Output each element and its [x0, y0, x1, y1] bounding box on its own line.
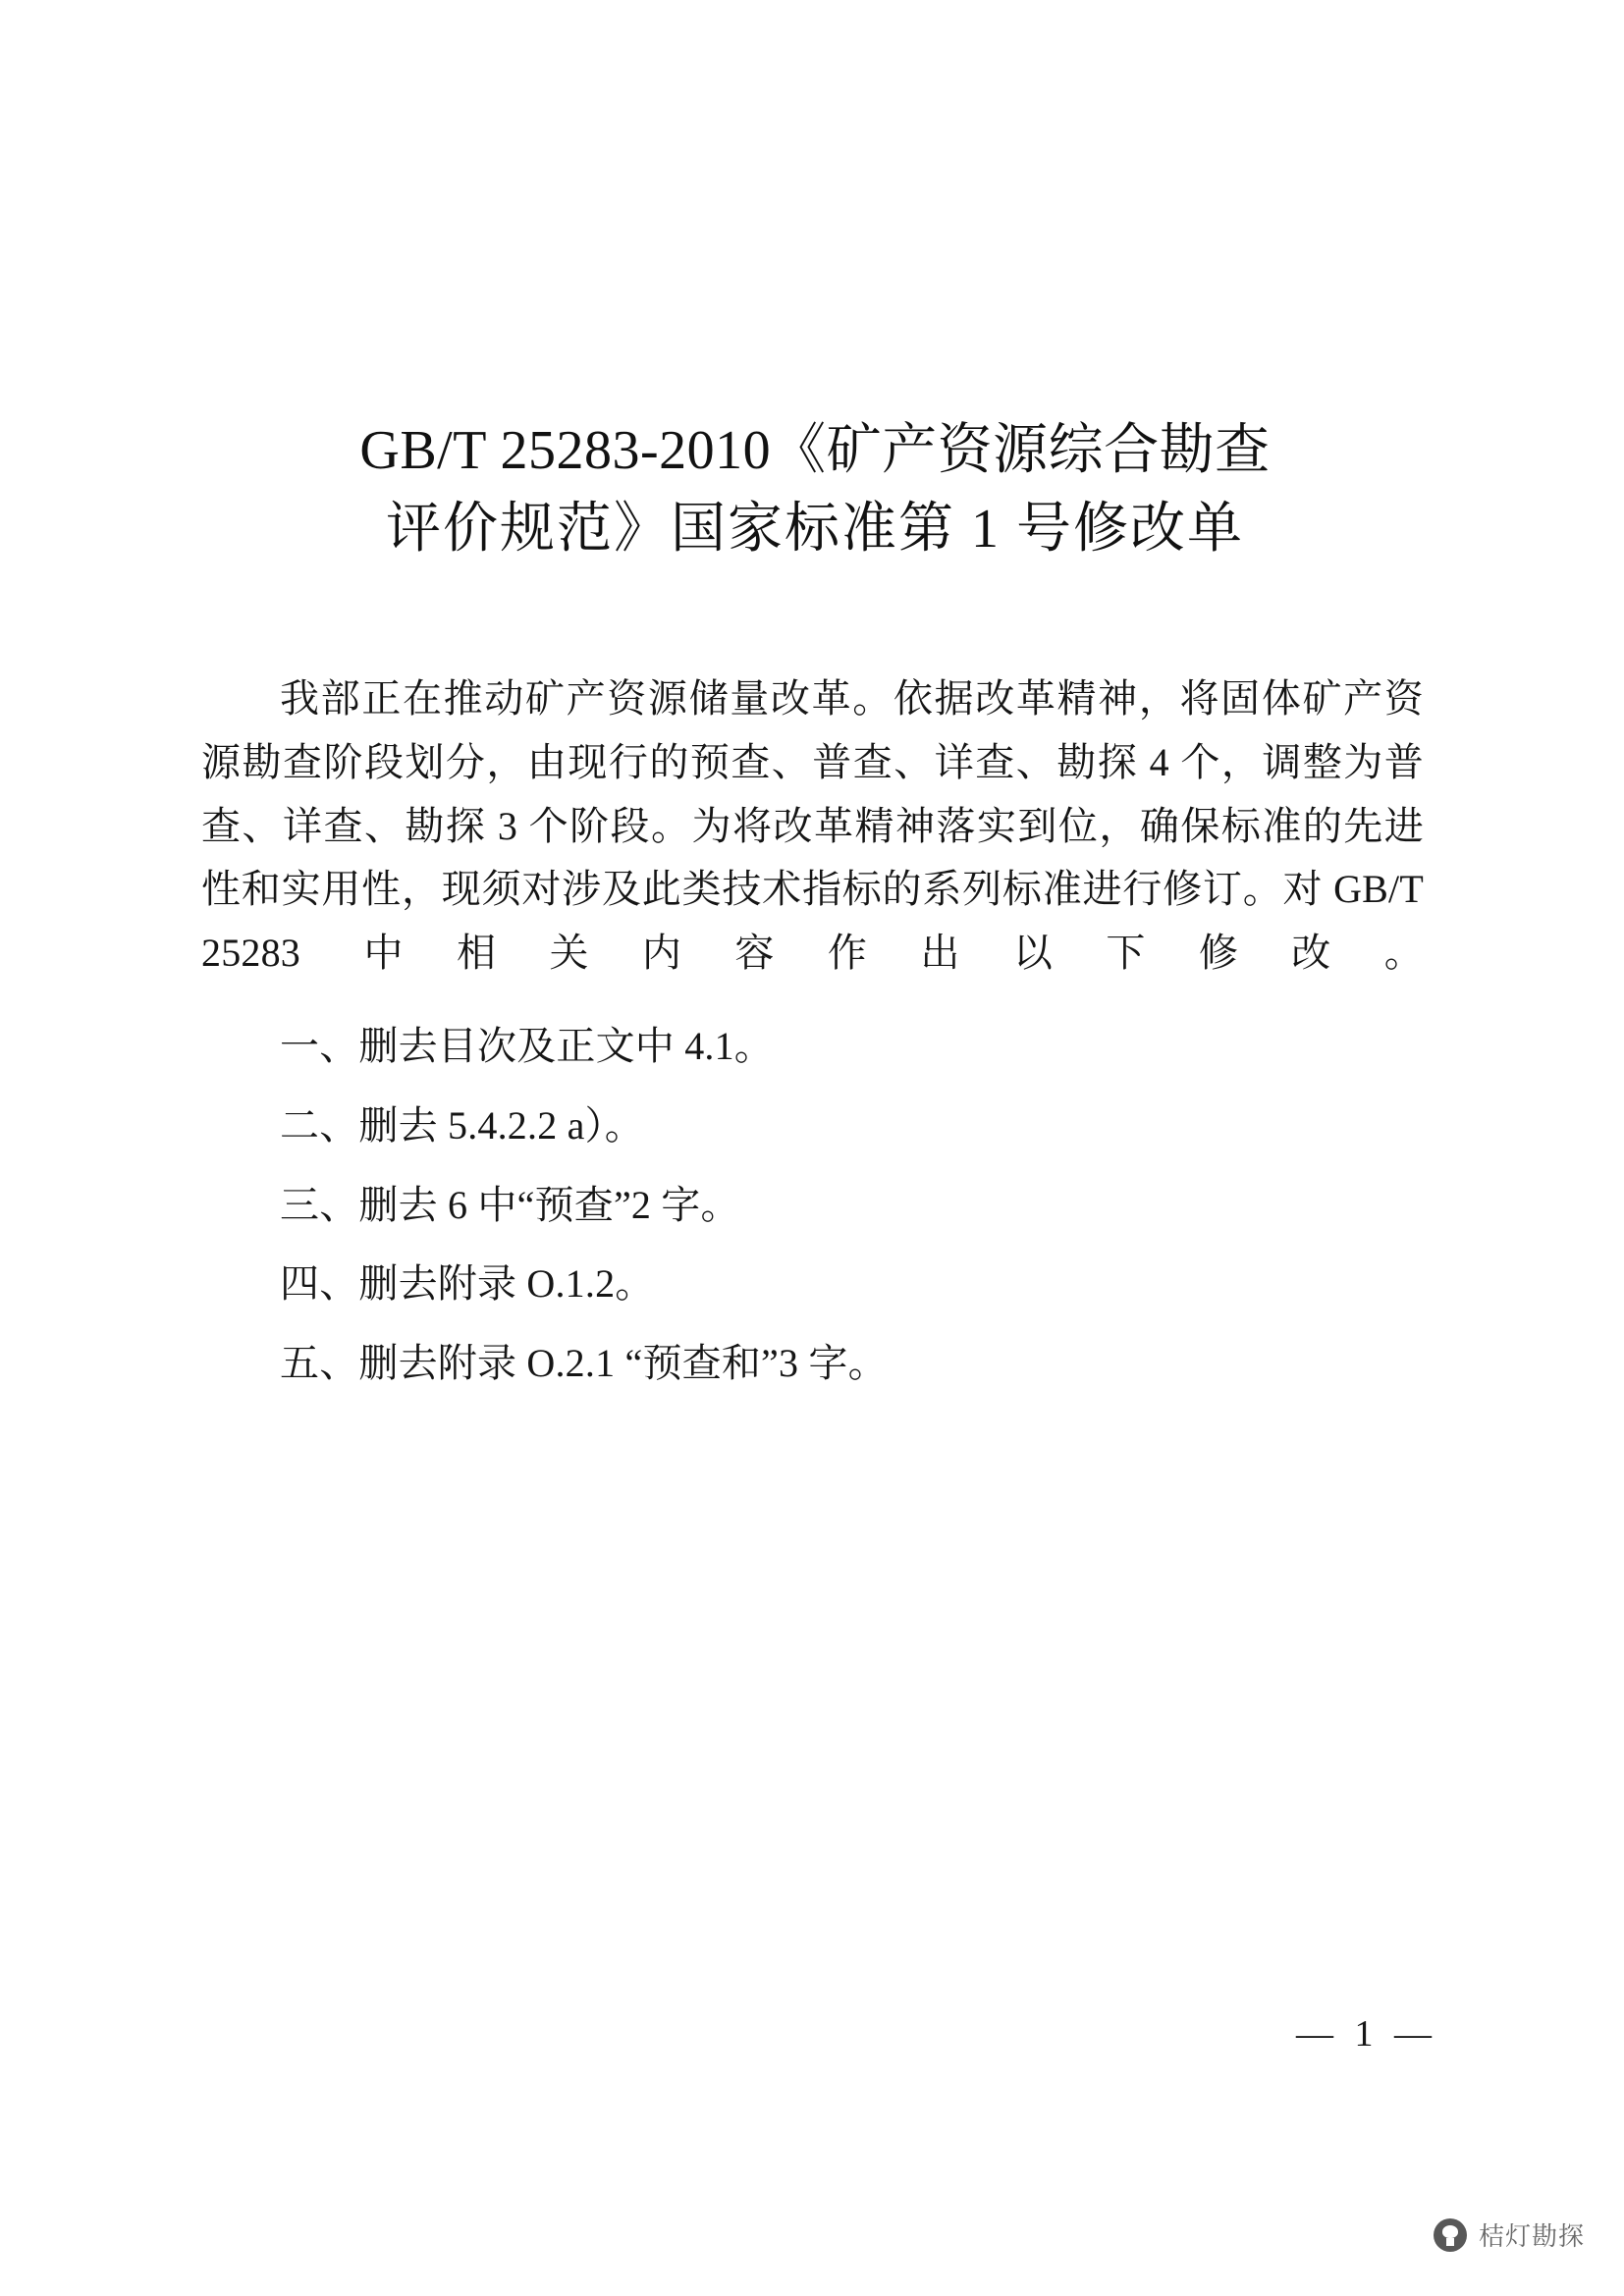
- page-title-line-2: 评价规范》国家标准第 1 号修改单: [386, 498, 1244, 560]
- page-title-line-1: GB/T 25283-2010《矿产资源综合勘查: [359, 420, 1271, 481]
- list-item: 三、删去 6 中“预查”2 字。: [280, 1182, 740, 1227]
- list-item: 二、删去 5.4.2.2 a）。: [280, 1102, 644, 1148]
- watermark: [1434, 2216, 1585, 2253]
- amendment-item-list: [201, 1015, 1424, 1396]
- intro-paragraph: 我部正在推动矿产资源储量改革。依据改革精神，将固体矿产资源勘查阶段划分，由现行的预查、普查、详查、勘探 4 个，调整为普查、详查、勘探 3 个阶段。为将改革精神落实到位，确保标准的先进性和实用性，现须对涉及此类技术指标的系列标准进行修订。对 GB/T 25283 中相关内容作出以下修改。: [201, 676, 1424, 976]
- list-item: 五、删去附录 O.2.1 “预查和”3 字。: [280, 1341, 888, 1386]
- page-title: [236, 412, 1394, 568]
- page-number: — 1 —: [1296, 2013, 1437, 2055]
- list-item: 四、删去附录 O.1.2。: [280, 1261, 655, 1307]
- list-item: 一、删去目次及正文中 4.1。: [280, 1023, 774, 1068]
- watermark-label: 桔灯勘探: [1478, 2221, 1585, 2251]
- document-body: [201, 667, 1424, 1412]
- lamp-icon: [1434, 2218, 1467, 2252]
